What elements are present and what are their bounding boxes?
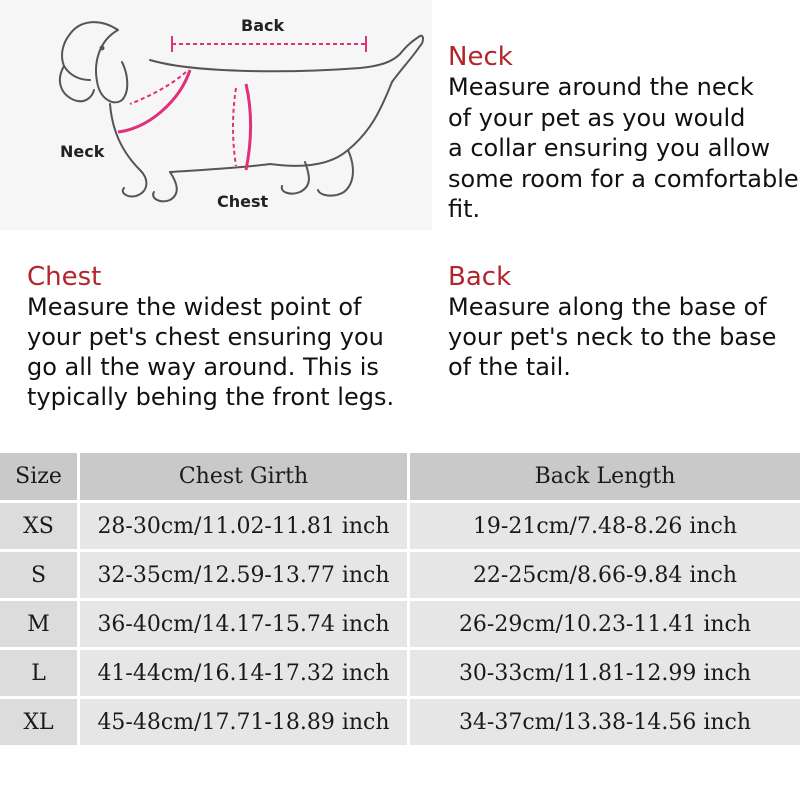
size-cell: M [0, 601, 80, 650]
chest-measure-ring [233, 84, 251, 170]
chest-girth-cell: 36-40cm/14.17-15.74 inch [80, 601, 410, 650]
table-header-row [0, 453, 800, 503]
neck-line: some room for a comfortable [448, 164, 799, 193]
dog-measurement-diagram [0, 0, 432, 230]
table-row [0, 650, 800, 699]
back-length-cell: 30-33cm/11.81-12.99 inch [410, 650, 800, 699]
dog-silhouette [60, 22, 423, 201]
back-length-cell: 22-25cm/8.66-9.84 inch [410, 552, 800, 601]
size-cell: XS [0, 503, 80, 552]
back-instructions [448, 262, 798, 382]
dog-outline-illustration [0, 0, 432, 230]
header-back-length: Back Length [410, 453, 800, 503]
chest-line: typically behing the front legs. [27, 383, 395, 411]
neck-line: fit. [448, 195, 481, 223]
back-length-cell: 19-21cm/7.48-8.26 inch [410, 503, 800, 552]
chest-heading: Chest [27, 262, 102, 292]
table-row [0, 699, 800, 748]
chest-girth-cell: 45-48cm/17.71-18.89 inch [80, 699, 410, 748]
chest-line: Measure the widest point of [27, 293, 362, 321]
size-cell: XL [0, 699, 80, 748]
chest-instructions [27, 262, 427, 412]
chest-girth-cell: 28-30cm/11.02-11.81 inch [80, 503, 410, 552]
neck-instructions [448, 42, 800, 225]
chest-girth-cell: 32-35cm/12.59-13.77 inch [80, 552, 410, 601]
chest-line: go all the way around. This is [27, 353, 379, 381]
back-length-cell: 26-29cm/10.23-11.41 inch [410, 601, 800, 650]
back-line: your pet's neck to the base [448, 323, 777, 351]
back-heading: Back [448, 262, 512, 292]
back-text [448, 292, 798, 382]
neck-text [448, 72, 800, 225]
neck-line: of your pet as you would [448, 103, 746, 132]
table-row [0, 503, 800, 552]
back-measure-line [172, 36, 366, 52]
chest-text [27, 292, 427, 412]
table-row [0, 552, 800, 601]
chest-girth-cell: 41-44cm/16.14-17.32 inch [80, 650, 410, 699]
size-cell: L [0, 650, 80, 699]
diagram-chest-label: Chest [217, 192, 269, 211]
chest-line: your pet's chest ensuring you [27, 323, 384, 351]
neck-line: a collar ensuring you allow [448, 134, 771, 162]
back-length-cell: 34-37cm/13.38-14.56 inch [410, 699, 800, 748]
size-chart-table [0, 453, 800, 748]
header-chest-girth: Chest Girth [80, 453, 410, 503]
size-cell: S [0, 552, 80, 601]
diagram-neck-label: Neck [60, 142, 105, 161]
back-line: of the tail. [448, 353, 571, 381]
diagram-back-label: Back [241, 16, 285, 35]
neck-heading: Neck [448, 42, 513, 72]
neck-measure-ring [118, 70, 190, 132]
neck-line: Measure around the neck [448, 73, 754, 101]
table-row [0, 601, 800, 650]
header-size: Size [0, 453, 80, 503]
back-line: Measure along the base of [448, 293, 767, 321]
